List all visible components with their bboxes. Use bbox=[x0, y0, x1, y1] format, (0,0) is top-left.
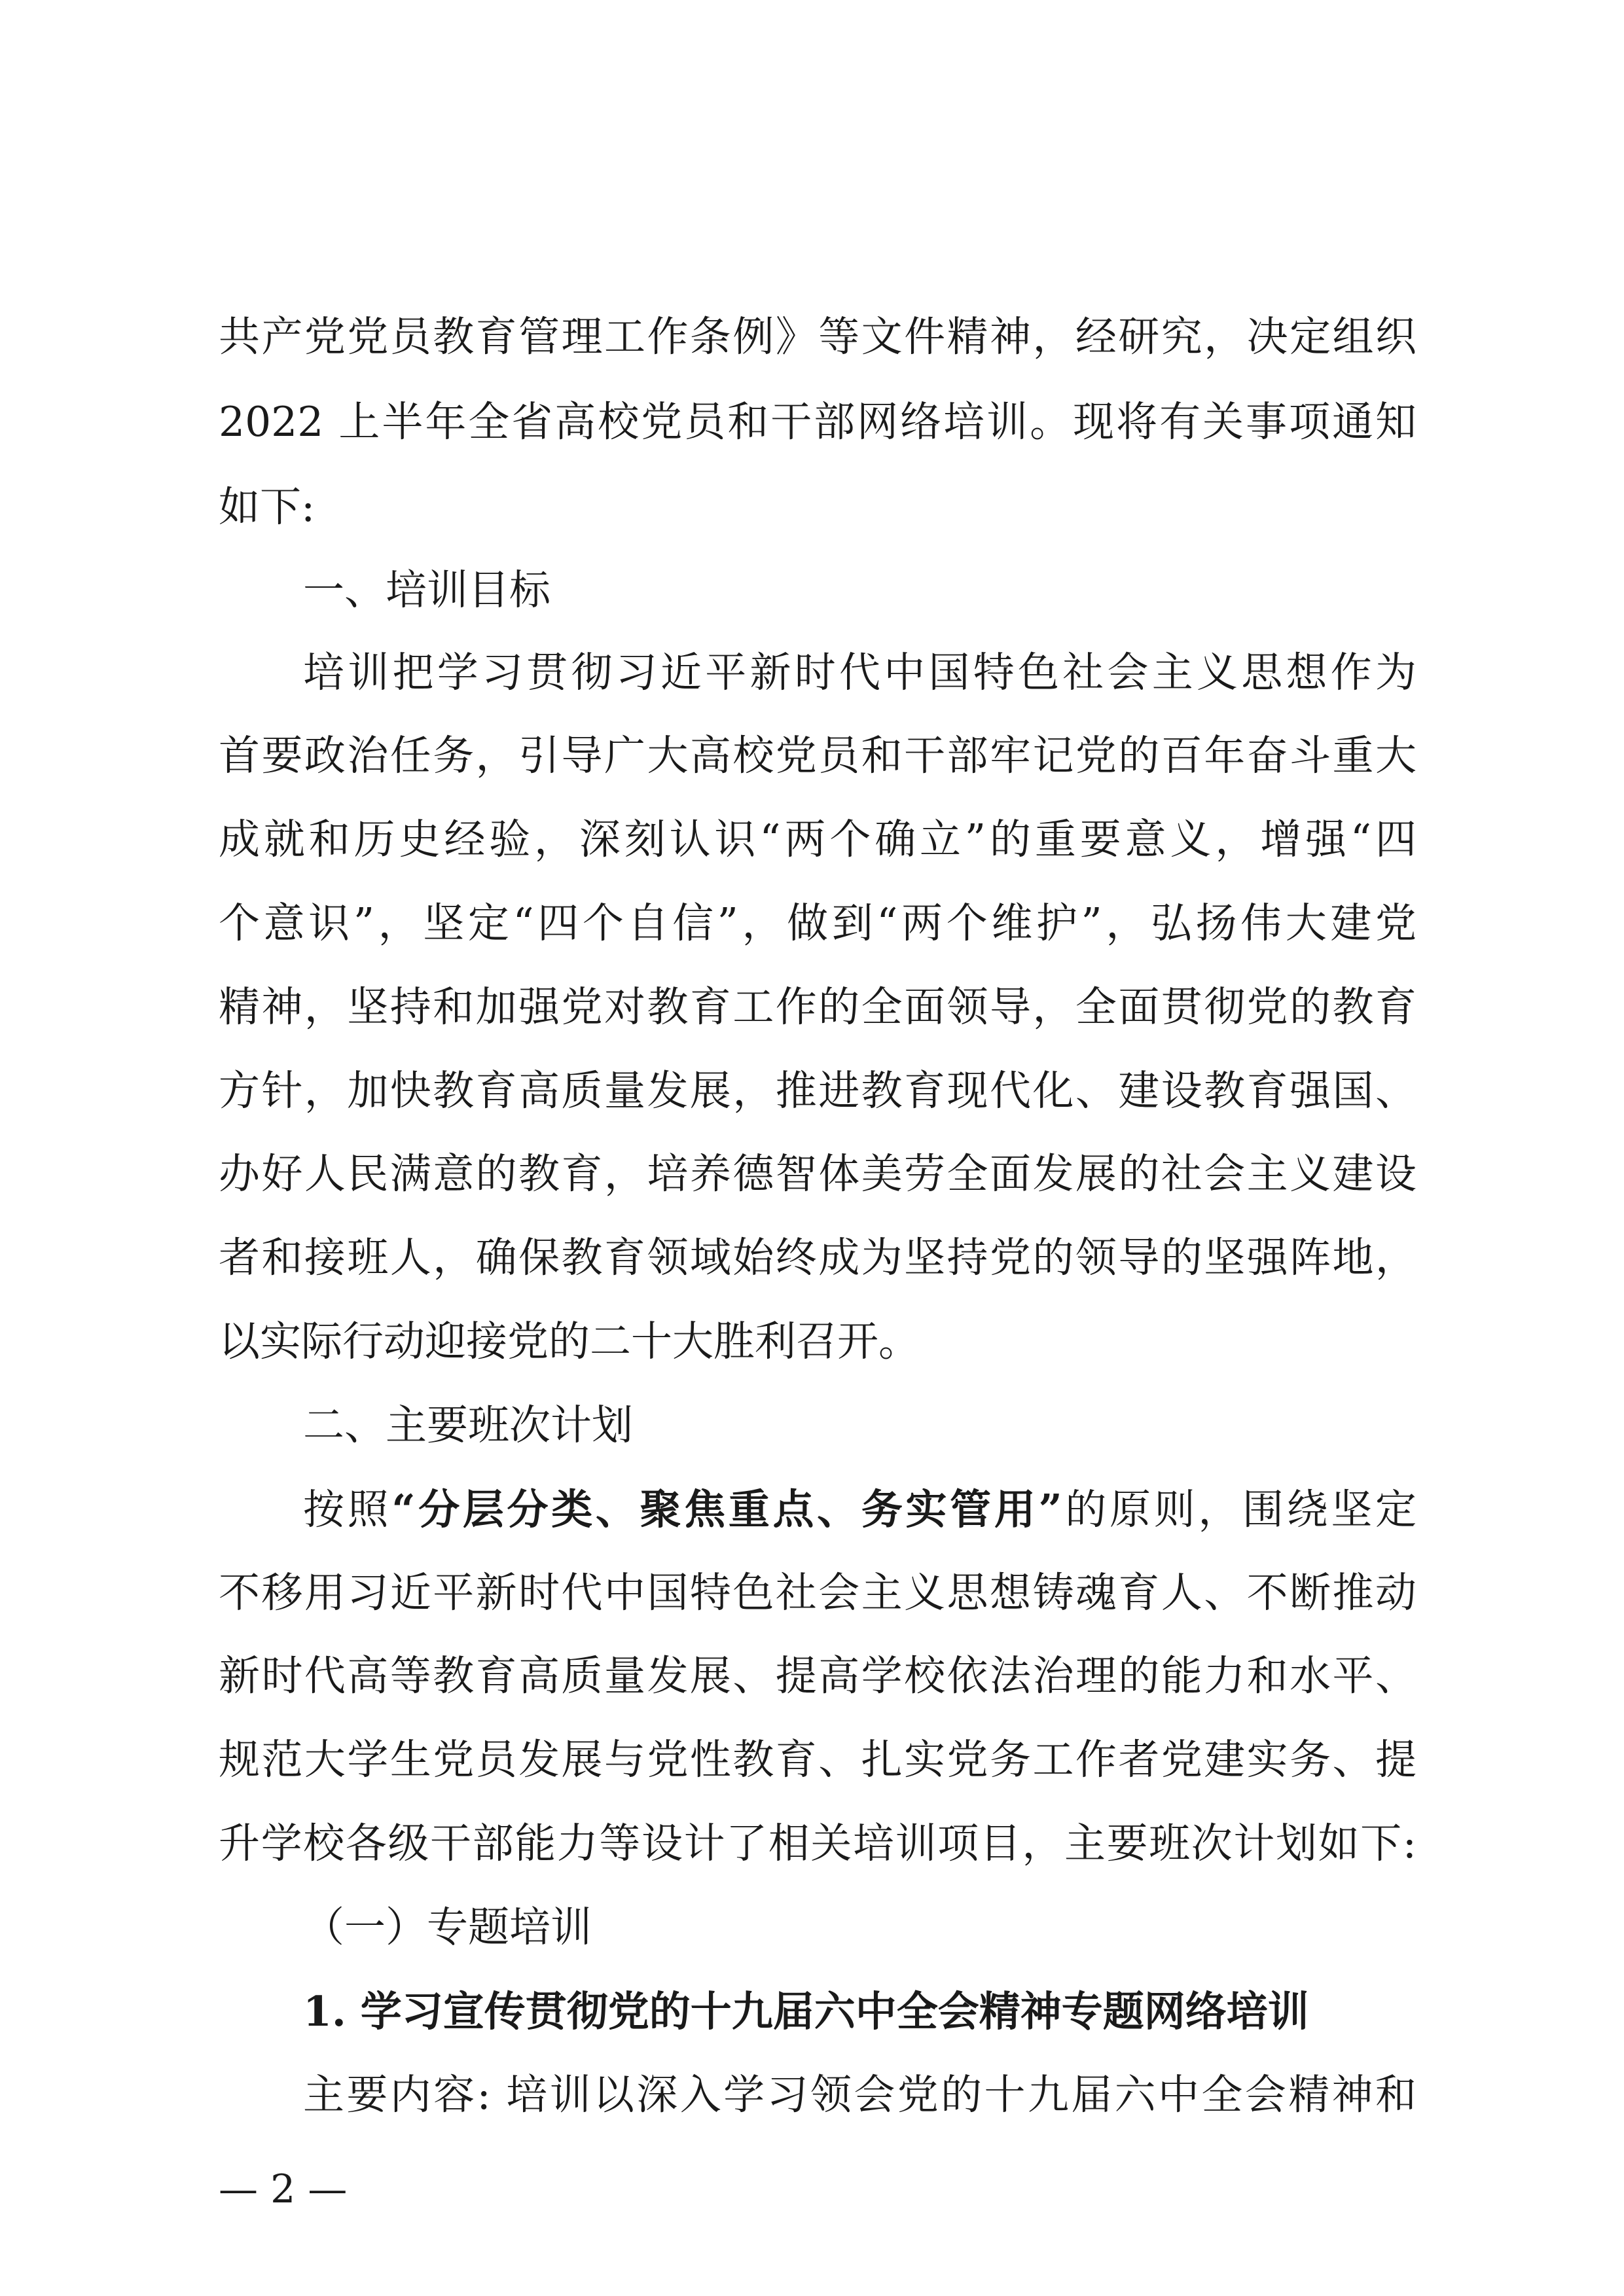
subsection-heading: （一）专题培训 bbox=[303, 1903, 592, 1951]
principle-bold-text: “分层分类、聚焦重点、务实管用” bbox=[391, 1485, 1062, 1534]
body-line: 方针，加快教育高质量发展，推进教育现代化、建设教育强国、 bbox=[219, 1067, 1416, 1115]
body-line: 办好人民满意的教育，培养德智体美劳全面发展的社会主义建设 bbox=[219, 1150, 1416, 1198]
body-line: 2022 上半年全省高校党员和干部网络培训。现将有关事项通知 bbox=[219, 398, 1416, 446]
section-heading-2: 二、主要班次计划 bbox=[303, 1401, 633, 1449]
body-line: 首要政治任务，引导广大高校党员和干部牢记党的百年奋斗重大 bbox=[219, 732, 1416, 780]
body-line: 成就和历史经验，深刻认识“两个确立”的重要意义，增强“四 bbox=[219, 816, 1416, 863]
principle-line bbox=[303, 1483, 1416, 1535]
page-number: — 2 — bbox=[219, 2166, 348, 2212]
body-line: 者和接班人，确保教育领域始终成为坚持党的领导的坚强阵地， bbox=[219, 1234, 1416, 1282]
body-line: 精神，坚持和加强党对教育工作的全面领导，全面贯彻党的教育 bbox=[219, 983, 1416, 1031]
section-heading-1: 一、培训目标 bbox=[303, 566, 550, 614]
body-line: 如下: bbox=[219, 483, 316, 531]
principle-suffix: 的原则，围绕坚定 bbox=[1062, 1486, 1416, 1534]
body-line: 不移用习近平新时代中国特色社会主义思想铸魂育人、不断推动 bbox=[219, 1569, 1416, 1617]
body-line: 以实际行动迎接党的二十大胜利召开。 bbox=[219, 1318, 920, 1365]
principle-prefix: 按照 bbox=[303, 1486, 392, 1534]
body-line: 升学校各级干部能力等设计了相关培训项目，主要班次计划如下: bbox=[219, 1820, 1416, 1867]
item-heading: 1. 学习宣传贯彻党的十九届六中全会精神专题网络培训 bbox=[303, 1987, 1309, 2036]
body-line: 规范大学生党员发展与党性教育、扎实党务工作者党建实务、提 bbox=[219, 1736, 1416, 1784]
body-line: 共产党党员教育管理工作条例》等文件精神，经研究，决定组织 bbox=[219, 313, 1416, 361]
body-line: 培训把学习贯彻习近平新时代中国特色社会主义思想作为 bbox=[303, 649, 1416, 696]
body-line: 个意识”，坚定“四个自信”，做到“两个维护”，弘扬伟大建党 bbox=[219, 899, 1416, 947]
body-line: 主要内容: 培训以深入学习领会党的十九届六中全会精神和 bbox=[303, 2071, 1416, 2119]
body-line: 新时代高等教育高质量发展、提高学校依法治理的能力和水平、 bbox=[219, 1652, 1416, 1700]
